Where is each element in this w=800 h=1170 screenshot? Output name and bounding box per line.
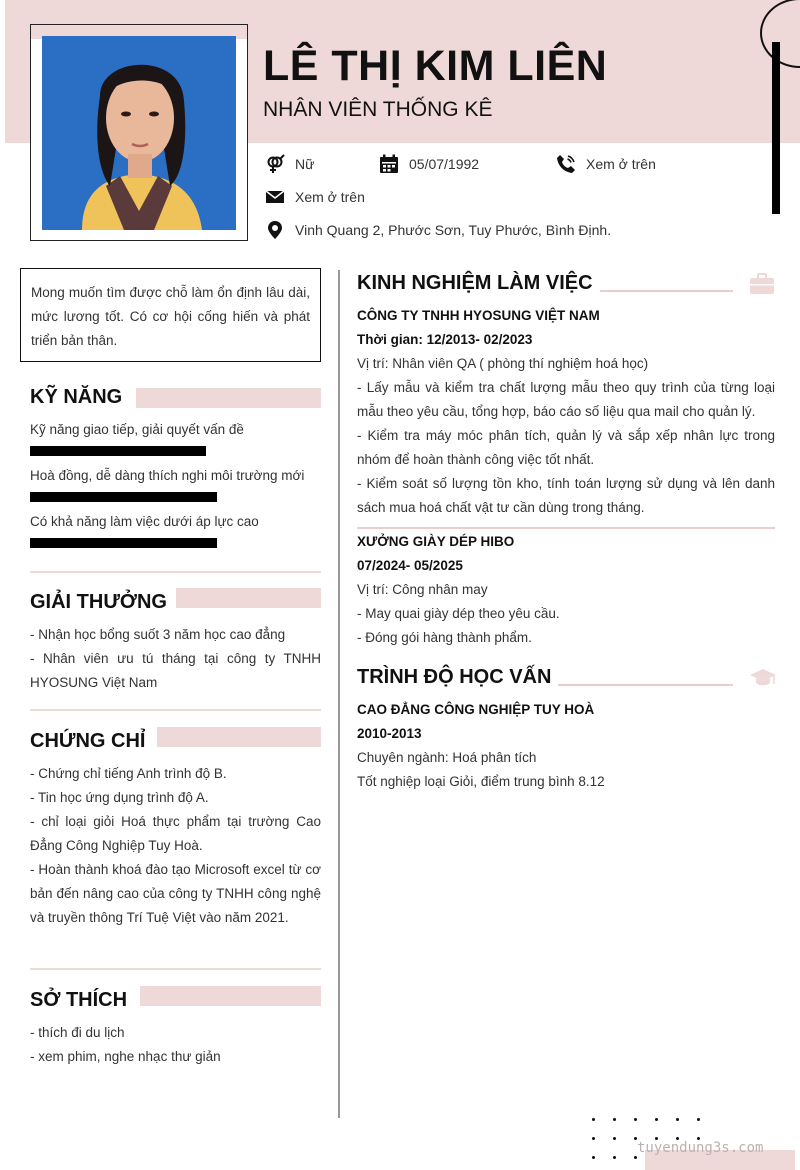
- job-divider: [357, 527, 775, 529]
- award-item: - Nhận học bổng suốt 3 năm học cao đẳng: [30, 627, 286, 642]
- dob-info: [379, 154, 479, 174]
- education-detail: Chuyên ngành: Hoá phân tích: [357, 750, 537, 765]
- email-info: [265, 187, 365, 207]
- decorative-dot: [592, 1156, 595, 1159]
- address-info: [265, 220, 611, 240]
- graduation-cap-icon: [749, 668, 777, 688]
- candidate-name: LÊ THỊ KIM LIÊN: [263, 42, 608, 90]
- job-company: CÔNG TY TNHH HYOSUNG VIỆT NAM: [357, 308, 600, 323]
- location-icon: [265, 220, 285, 240]
- job-company: XƯỞNG GIÀY DÉP HIBO: [357, 534, 515, 549]
- skill-level-bar: [30, 538, 217, 548]
- experience-heading-line: [600, 290, 733, 292]
- hobbies-list: [30, 1021, 321, 1069]
- certificates-list: [30, 762, 321, 930]
- education-entry: [357, 698, 775, 794]
- certificates-heading: CHỨNG CHỈ: [30, 730, 146, 752]
- job-detail: - May quai giày dép theo yêu cầu.: [357, 606, 560, 621]
- hobbies-heading-bar: [140, 986, 321, 1006]
- watermark-text: tuyendung3s.com: [637, 1140, 764, 1156]
- job-detail: - Đóng gói hàng thành phẩm.: [357, 630, 532, 645]
- skill-label: Kỹ năng giao tiếp, giải quyết vấn đề: [30, 422, 244, 437]
- school-name: CAO ĐẲNG CÔNG NGHIỆP TUY HOÀ: [357, 702, 595, 717]
- certificates-heading-bar: [157, 727, 321, 747]
- job-detail: Vị trí: Công nhân may: [357, 582, 488, 597]
- dob-value: 05/07/1992: [409, 156, 480, 172]
- job-period: 07/2024- 05/2025: [357, 558, 463, 573]
- job-detail: - Kiểm soát số lượng tồn kho, tính toán lượng sử dụng và lên danh sách mua hoá chất vật tư cần dùng trong tháng.: [357, 476, 775, 515]
- gender-value: Nữ: [295, 156, 315, 172]
- skill-level-bar: [30, 492, 217, 502]
- decorative-bar: [772, 42, 780, 214]
- decorative-dot: [634, 1156, 637, 1159]
- job-title: NHÂN VIÊN THỐNG KÊ: [263, 98, 493, 121]
- certificate-item: - chỉ loại giỏi Hoá thực phẩm tại trường Cao Đẳng Công Nghiệp Tuy Hoà.: [30, 814, 321, 853]
- decorative-dot: [592, 1137, 595, 1140]
- decorative-dot: [613, 1137, 616, 1140]
- profile-photo: [42, 36, 236, 230]
- awards-heading: GIẢI THƯỞNG: [30, 591, 167, 613]
- career-objective: Mong muốn tìm được chỗ làm ổn định lâu dài, mức lương tốt. Có cơ hội cống hiến và phát triển bản thân.: [20, 268, 321, 362]
- hobby-item: - thích đi du lịch: [30, 1025, 125, 1040]
- job-period: Thời gian: 12/2013- 02/2023: [357, 332, 533, 347]
- phone-icon: [556, 154, 576, 174]
- job-entry: [357, 304, 775, 520]
- column-divider: [338, 270, 340, 1118]
- skill-level-bar: [30, 446, 206, 456]
- education-heading: TRÌNH ĐỘ HỌC VẤN: [357, 666, 552, 688]
- skill-label: Có khả năng làm việc dưới áp lực cao: [30, 514, 259, 529]
- skills-heading: KỸ NĂNG: [30, 386, 123, 408]
- section-divider: [30, 968, 321, 970]
- decorative-dot: [697, 1118, 700, 1121]
- decorative-dot: [613, 1156, 616, 1159]
- job-detail: - Lấy mẫu và kiểm tra chất lượng mẫu theo quy trình của từng loại mẫu theo yêu cầu, tổng hợp, báo cáo số liệu qua mail cho quản lý.: [357, 380, 775, 419]
- mail-icon: [265, 187, 285, 207]
- education-heading-line: [558, 684, 733, 686]
- hobby-item: - xem phim, nghe nhạc thư giản: [30, 1049, 221, 1064]
- decorative-dot: [592, 1118, 595, 1121]
- briefcase-icon: [749, 273, 775, 295]
- decorative-dot: [676, 1118, 679, 1121]
- section-divider: [30, 709, 321, 711]
- skills-heading-bar: [136, 388, 321, 408]
- certificate-item: - Tin học ứng dụng trình độ A.: [30, 790, 209, 805]
- phone-value: Xem ở trên: [586, 156, 656, 172]
- awards-list: [30, 623, 321, 695]
- section-divider: [30, 571, 321, 573]
- decorative-dot: [634, 1118, 637, 1121]
- phone-info: [556, 154, 656, 174]
- education-period: 2010-2013: [357, 726, 422, 741]
- skill-label: Hoà đồng, dễ dàng thích nghi môi trường mới: [30, 468, 305, 483]
- education-detail: Tốt nghiệp loại Giỏi, điểm trung bình 8.12: [357, 774, 605, 789]
- address-value: Vinh Quang 2, Phước Sơn, Tuy Phước, Bình Định.: [295, 222, 612, 238]
- decorative-dot: [613, 1118, 616, 1121]
- email-value: Xem ở trên: [295, 189, 365, 205]
- job-entry: [357, 530, 775, 650]
- calendar-icon: [379, 154, 399, 174]
- awards-heading-bar: [176, 588, 321, 608]
- decorative-dot: [655, 1118, 658, 1121]
- job-detail: - Kiểm tra máy móc phân tích, quản lý và sắp xếp nhân lực trong nhóm để hoàn thành công việc tốt nhất.: [357, 428, 775, 467]
- award-item: - Nhân viên ưu tú tháng tại công ty TNHH HYOSUNG Việt Nam: [30, 651, 321, 690]
- gender-icon: [265, 154, 285, 174]
- certificate-item: - Chứng chỉ tiếng Anh trình độ B.: [30, 766, 227, 781]
- hobbies-heading: SỞ THÍCH: [30, 989, 128, 1011]
- job-detail: Vị trí: Nhân viên QA ( phòng thí nghiệm hoá học): [357, 356, 649, 371]
- certificate-item: - Hoàn thành khoá đào tạo Microsoft excel từ cơ bản đến nâng cao của công ty TNHH công nghệ và truyền thông Trí Tuệ Việt vào năm 2021.: [30, 862, 321, 925]
- experience-heading: KINH NGHIỆM LÀM VIỆC: [357, 272, 593, 294]
- gender-info: [265, 154, 314, 174]
